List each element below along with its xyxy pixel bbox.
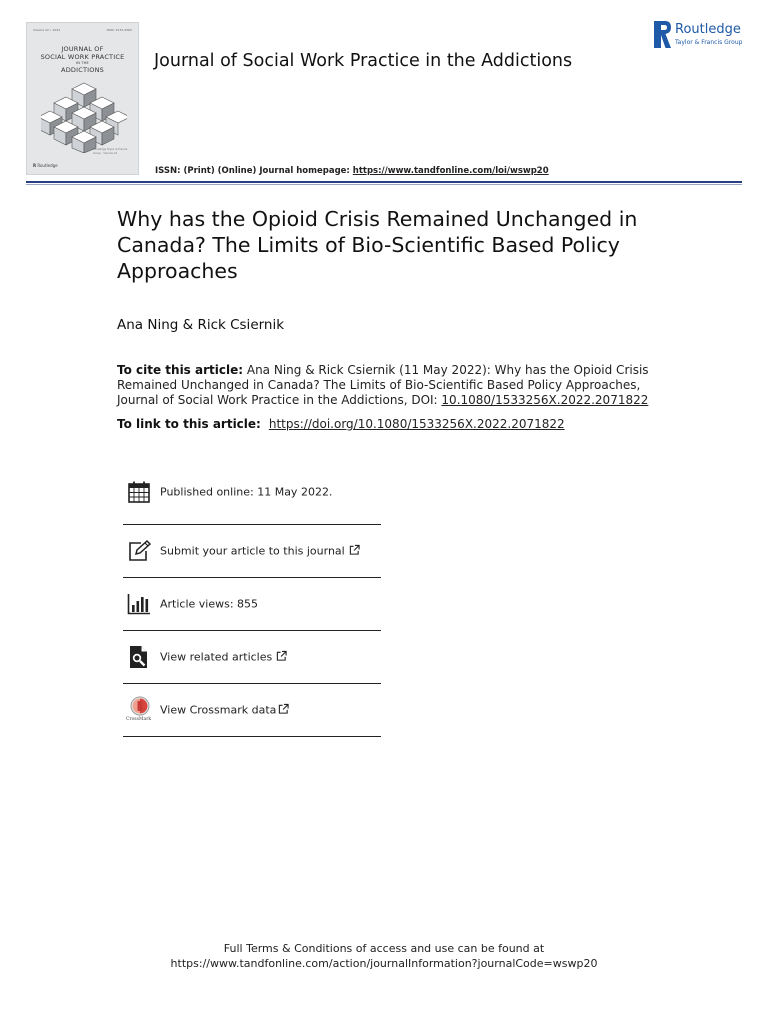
- document-search-icon: [127, 645, 151, 669]
- crossmark-logo-label: CrossMark: [126, 717, 152, 722]
- crossmark-icon: [127, 696, 153, 718]
- cover-title-line4: ADDICTIONS: [61, 66, 104, 74]
- article-authors: Ana Ning & Rick Csiernik: [117, 317, 285, 333]
- article-title: Why has the Opioid Crisis Remained Unchanged in Canada? The Limits of Bio-Scientific Based Policy Approaches: [117, 207, 638, 283]
- article-views: Article views: 855: [160, 597, 259, 611]
- crossmark-label-wrap: [160, 704, 289, 717]
- external-link-icon: [278, 704, 289, 715]
- cover-title-line2: SOCIAL WORK PRACTICE: [40, 53, 125, 61]
- submit-label-wrap: [160, 545, 360, 558]
- views-row: [123, 578, 381, 631]
- edit-icon: [127, 539, 151, 563]
- crossmark-logo: [127, 696, 153, 724]
- terms-footer: [0, 941, 768, 971]
- footer-terms-link[interactable]: https://www.tandfonline.com/action/journalInformation?journalCode=wswp20: [170, 957, 598, 970]
- cite-label: To cite this article:: [117, 363, 244, 377]
- cover-title-line3: IN THE: [76, 61, 89, 65]
- crossmark-row[interactable]: [123, 684, 381, 737]
- cover-publisher: [33, 163, 58, 168]
- published-row: [123, 466, 381, 518]
- crossmark-link[interactable]: View Crossmark data: [160, 703, 277, 717]
- citation-block: [117, 363, 662, 408]
- published-date: Published online: 11 May 2022.: [160, 485, 333, 499]
- journal-homepage-link[interactable]: https://www.tandfonline.com/loi/wswp20: [352, 166, 549, 176]
- issn-prefix: ISSN: (Print) (Online) Journal homepage:: [155, 166, 353, 176]
- routledge-r-icon: [652, 20, 672, 50]
- cite-text: Ana Ning & Rick Csiernik (11 May 2022): Why has the Opioid Crisis Remained Unchanged in Canada? The Limits of Bio-Scientific Based Policy Approaches, Journal of Social Work Practice in the Addictions, DOI:: [117, 363, 649, 407]
- related-label-wrap: [160, 651, 287, 664]
- external-link-icon: [349, 545, 360, 556]
- link-label: To link to this article:: [117, 417, 266, 431]
- related-row[interactable]: [123, 631, 381, 684]
- doi-link[interactable]: 10.1080/1533256X.2022.2071822: [441, 393, 649, 407]
- calendar-icon: [127, 480, 151, 504]
- header-divider-secondary: [26, 184, 742, 185]
- publisher-group: Taylor & Francis Group: [675, 39, 743, 46]
- publisher-logo[interactable]: [652, 20, 746, 50]
- cover-header: [33, 28, 132, 32]
- cover-note: Routledge Taylor & Francis Group · Volume 22: [93, 148, 128, 155]
- cover-title: [27, 45, 138, 74]
- publisher-name: Routledge: [675, 22, 741, 37]
- external-link-icon: [276, 651, 287, 662]
- footer-line1: Full Terms & Conditions of access and use can be found at: [223, 942, 545, 955]
- related-articles-link[interactable]: View related articles: [160, 650, 273, 664]
- cover-publisher-r-icon: R: [33, 163, 37, 168]
- submit-article-link[interactable]: Submit your article to this journal: [160, 544, 345, 558]
- header-divider: [26, 181, 742, 183]
- cover-cubes-illustration: [41, 81, 127, 153]
- issn-line: [155, 166, 549, 176]
- article-link-block: [117, 417, 565, 431]
- journal-title: Journal of Social Work Practice in the Addictions: [154, 51, 573, 71]
- submit-row[interactable]: [123, 524, 381, 578]
- journal-cover-image: [26, 22, 139, 175]
- bar-chart-icon: [127, 592, 151, 616]
- cover-volume: Volume 22 • 2022: [33, 28, 61, 32]
- article-doi-url[interactable]: https://doi.org/10.1080/1533256X.2022.2071822: [268, 417, 565, 431]
- cover-publisher-label: Routledge: [37, 163, 58, 168]
- cover-issn: ISSN: 1533-256X: [106, 28, 132, 32]
- cover-title-line1: JOURNAL OF: [61, 45, 104, 53]
